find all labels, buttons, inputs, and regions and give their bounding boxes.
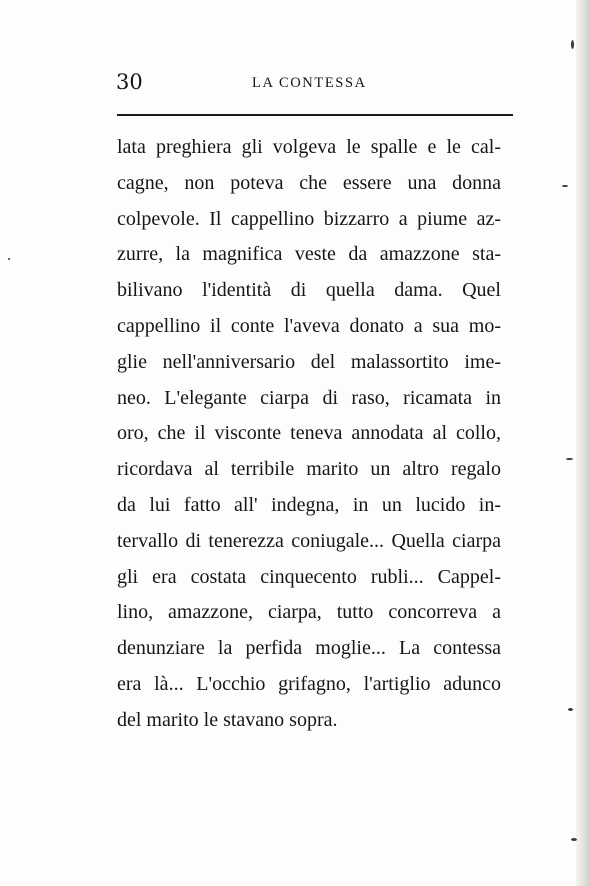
scan-speck bbox=[571, 838, 577, 841]
text-line: lata preghiera gli volgeva le spalle e le cal- bbox=[117, 136, 501, 158]
scan-speck bbox=[571, 40, 574, 49]
running-title: LA CONTESSA bbox=[252, 75, 367, 91]
text-line: zurre, la magnifica veste da amazzone sta- bbox=[117, 243, 501, 266]
text-line: denunziare la perfida moglie... La contessa bbox=[117, 637, 501, 660]
scan-speck bbox=[566, 458, 573, 460]
header-rule bbox=[117, 114, 513, 116]
text-line: cappellino il conte l'aveva donato a sua mo- bbox=[117, 314, 501, 337]
text-line: glie nell'anniversario del malassortito ime- bbox=[117, 350, 501, 373]
text-line: tervallo di tenerezza coniugale... Quella ciarpa bbox=[117, 529, 501, 552]
text-line: ricordava al terribile marito un altro regalo bbox=[117, 458, 501, 481]
page-edge-shadow bbox=[576, 0, 590, 886]
text-line: da lui fatto all' indegna, in un lucido in- bbox=[117, 493, 501, 516]
scan-speck bbox=[568, 708, 573, 711]
text-line: oro, che il visconte teneva annodata al collo, bbox=[117, 422, 501, 445]
text-line: gli era costata cinquecento rubli... Cappel- bbox=[117, 565, 501, 588]
text-line: del marito le stavano sopra. bbox=[117, 708, 338, 731]
body-text bbox=[117, 130, 501, 739]
text-line: era là... L'occhio grifagno, l'artiglio adunco bbox=[117, 672, 501, 695]
text-line: colpevole. Il cappellino bizzarro a piume az- bbox=[117, 207, 501, 230]
running-head bbox=[116, 68, 514, 98]
text-line: bilivano l'identità di quella dama. Quel bbox=[117, 279, 501, 302]
text-line: neo. L'elegante ciarpa di raso, ricamata in bbox=[117, 386, 501, 409]
scan-speck bbox=[8, 258, 10, 260]
page-number: 30 bbox=[116, 70, 143, 94]
scan-speck bbox=[562, 185, 568, 187]
text-line: lino, amazzone, ciarpa, tutto concorreva a bbox=[117, 601, 501, 624]
text-line: cagne, non poteva che essere una donna bbox=[117, 171, 501, 194]
